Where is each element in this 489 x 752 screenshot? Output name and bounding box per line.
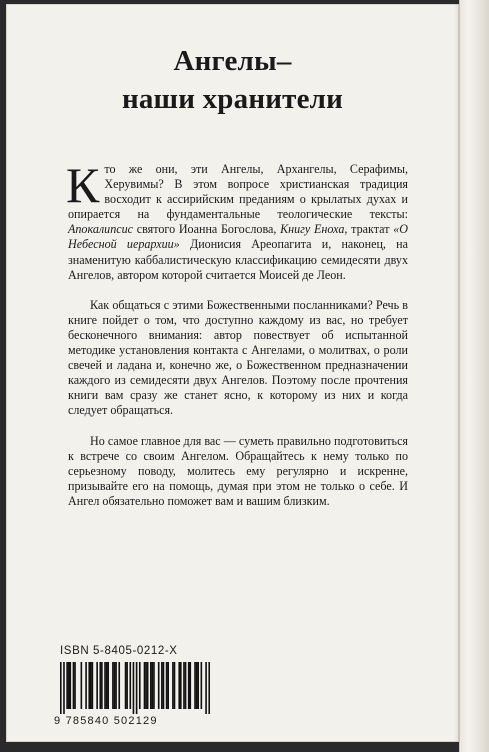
barcode-bar <box>66 662 68 709</box>
barcode-bar <box>145 662 147 709</box>
barcode-bar <box>201 662 203 709</box>
barcode-digits: 9 785840 502129 <box>54 715 158 727</box>
p1-text-a: то же они, эти Ангелы, Архангелы, Серафимы, Херувимы? В этом вопросе христианская традиция восходит к ассирийским преданиям о крылатых духах и опирается на фундаментальные теологические тексты: <box>68 162 408 222</box>
p1-text-d: Дионисия Ареопагита и, наконец, на знаменитую каббалистическую классификацию семидесяти двух Ангелов, автором которой считается Моисей де Леон. <box>68 237 408 282</box>
blurb-text <box>66 157 408 524</box>
blurb-paragraph-2: Как общаться с этими Божественными посланниками? Речь в книге пойдет о том, что доступно каждому из вас, но требует бесконечного внимания: автор повествует об испытанной методике установления контакта с Ангелами, о молитвах, о роли свечей и ладана и, конечно же, о Божественном предназначении каждого из семидесяти двух Ангелов. Поэтому после прочтения книги вам сразу же станет ясно, к которому из них и когда следует обращаться. <box>68 297 408 418</box>
barcode-bar <box>166 662 168 709</box>
barcode-bar <box>99 662 101 709</box>
barcode-bar <box>189 662 191 709</box>
barcode-bar <box>197 662 199 709</box>
barcode-bar <box>208 662 210 714</box>
title-line-2: наши хранители <box>121 83 344 115</box>
barcode-bar <box>118 662 120 709</box>
book-back-cover <box>6 4 459 742</box>
drop-cap: К <box>66 157 100 213</box>
barcode-bar <box>85 662 87 709</box>
barcode-bar <box>106 662 108 709</box>
book-title <box>6 42 459 118</box>
barcode-bar <box>158 662 160 709</box>
isbn-label: ISBN 5-8405-0212-X <box>60 645 178 657</box>
barcode-bar <box>147 662 149 709</box>
barcode-bar <box>183 662 185 709</box>
barcode-bar <box>104 662 106 709</box>
barcode-bar <box>144 662 146 709</box>
p1-emphasis-apocalypse: Апокалипсис <box>68 222 134 237</box>
barcode-bar <box>68 662 70 709</box>
p1-text-c: , трактат <box>344 222 394 237</box>
barcode-bar <box>73 662 75 709</box>
p1-text-b: святого Иоанна Богослова, <box>133 222 281 237</box>
barcode-bar <box>74 662 76 709</box>
barcode-bar <box>163 662 165 709</box>
barcode-bar <box>139 662 141 709</box>
blurb-paragraph-3: Но самое главное для вас — суметь правильно подготовиться к встрече со своим Ангелом. Обращайтесь к нему только по серьезному поводу, молитесь ему регулярно и искренне, призывайте его на помощь, думая при этом не только о себе. И Ангел обязательно поможет вам и вашим близким. <box>68 433 408 508</box>
barcode-bar <box>150 662 152 709</box>
barcode-bar <box>196 662 198 709</box>
barcode-bar <box>125 662 127 709</box>
barcode-bar <box>63 662 65 714</box>
barcode-bar <box>60 662 62 714</box>
barcode-graphic <box>60 662 210 714</box>
barcode-bar <box>126 662 128 709</box>
barcode-bar <box>153 662 155 709</box>
barcode-bar <box>136 662 138 714</box>
barcode-bar <box>178 662 180 709</box>
p1-emphasis-enoch: Книгу Еноха <box>280 222 345 237</box>
barcode-bar <box>90 662 92 709</box>
barcode-bar <box>180 662 182 709</box>
barcode-bar <box>188 662 190 709</box>
barcode-bar <box>112 662 114 709</box>
barcode-bar <box>107 662 109 709</box>
barcode <box>60 662 210 714</box>
blurb-paragraph-1 <box>66 157 408 283</box>
barcode-bar <box>194 662 196 709</box>
barcode-bar <box>152 662 154 709</box>
title-line-1: Ангелы– <box>173 45 292 77</box>
barcode-bar <box>114 662 116 709</box>
barcode-bar <box>115 662 117 709</box>
p1-emphasis-hierarchy: «О Небесной иерархии» <box>68 222 408 252</box>
barcode-bar <box>161 662 163 709</box>
barcode-bar <box>172 662 174 709</box>
book-spine <box>459 0 489 752</box>
barcode-bar <box>129 662 131 709</box>
barcode-bar <box>92 662 94 709</box>
barcode-bar <box>167 662 169 709</box>
barcode-bar <box>185 662 187 709</box>
barcode-bar <box>96 662 98 709</box>
barcode-bar <box>205 662 207 714</box>
barcode-bar <box>133 662 135 714</box>
barcode-bar <box>81 662 83 709</box>
barcode-bar <box>101 662 103 709</box>
barcode-bar <box>174 662 176 709</box>
barcode-bar <box>88 662 90 709</box>
barcode-bar <box>69 662 71 709</box>
